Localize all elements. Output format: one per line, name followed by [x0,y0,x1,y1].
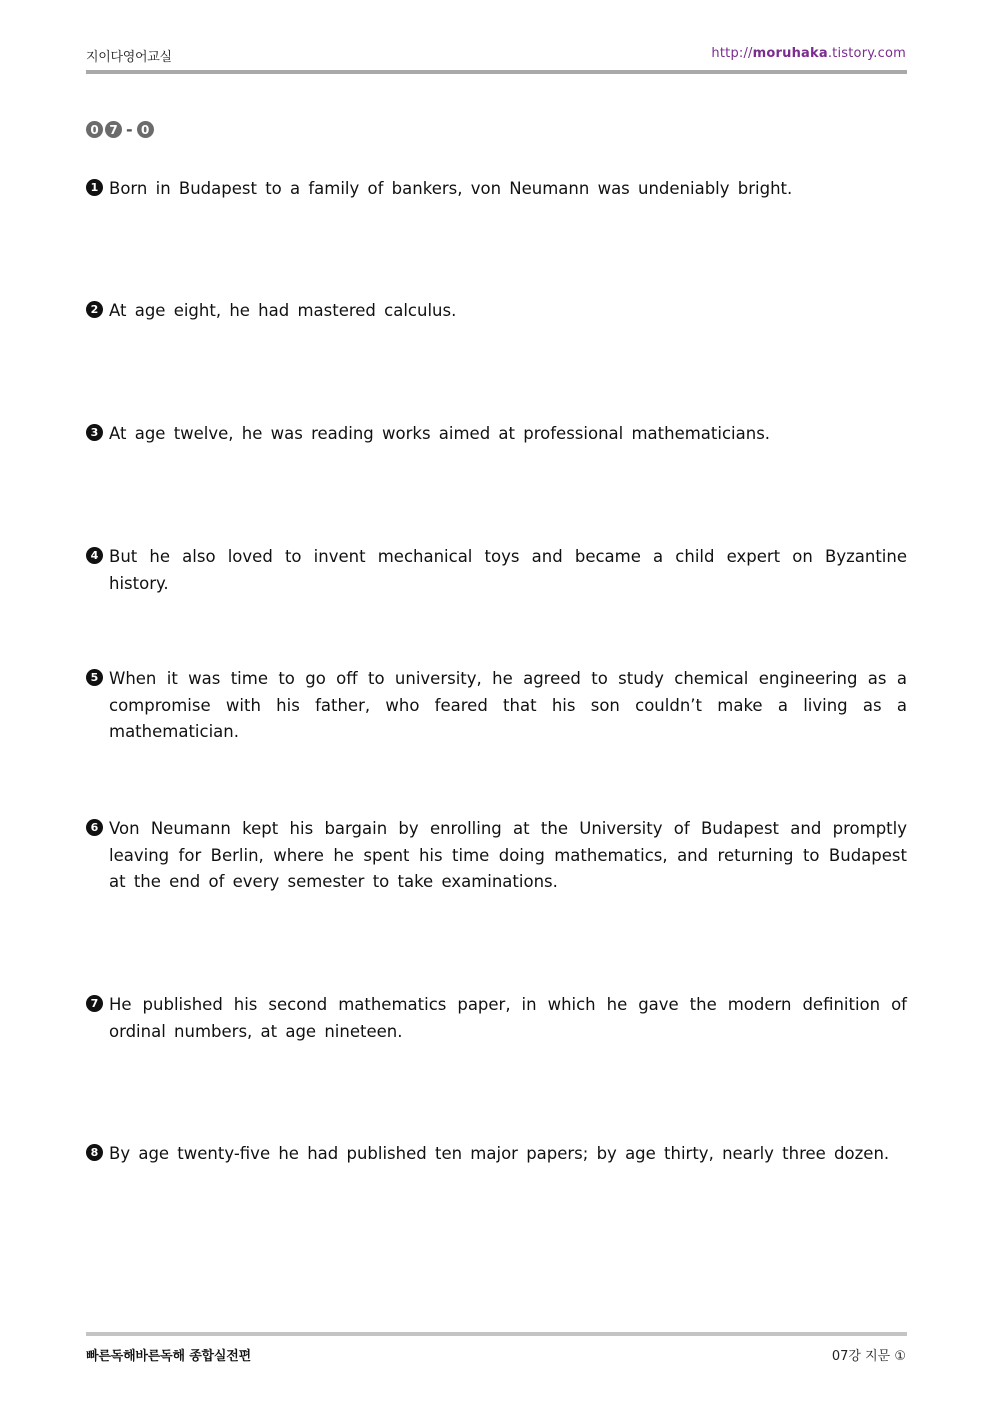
sentence-number-7: 7 [86,995,103,1012]
sentence-number-6: 6 [86,819,103,836]
url-bold: moruhaka [752,46,828,61]
sentence-1 [86,176,907,203]
url-suffix: .tistory.com [827,46,906,61]
sentence-text-8: By age twenty-five he had published ten major papers; by age thirty, nearly three dozen. [109,1144,890,1163]
header-url[interactable] [711,46,906,61]
sentence-text-4: But he also loved to invent mechanical toys and became a child expert on Byzantine history. [109,547,907,593]
header-title: 지이다영어교실 [86,50,172,65]
sentence-number-5: 5 [86,669,103,686]
sentence-text-1: Born in Budapest to a family of bankers, von Neumann was undeniably bright. [109,179,793,198]
sentence-text-3: At age twelve, he was reading works aimed at professional mathematicians. [109,424,771,443]
section-digit-3: 0 [137,121,154,138]
header-divider [86,70,907,74]
section-id [86,120,154,139]
sentence-text-6: Von Neumann kept his bargain by enrolling at the University of Budapest and promptly leaving for Berlin, where he spent his time doing mathematics, and returning to Budapest at the end of every semester to take examinations. [109,819,907,891]
sentence-number-1: 1 [86,179,103,196]
section-separator: - [126,120,133,139]
footer-book-title: 빠른독해바른독해 종합실전편 [86,1349,251,1364]
sentence-6 [86,816,907,896]
sentence-5 [86,666,907,746]
sentence-8 [86,1141,907,1168]
sentence-text-7: He published his second mathematics paper, in which he gave the modern definition of ordinal numbers, at age nineteen. [109,995,907,1041]
footer-lesson-label: 07강 지문 ① [831,1349,906,1364]
sentence-number-4: 4 [86,547,103,564]
sentence-number-8: 8 [86,1144,103,1161]
footer-divider [86,1332,907,1336]
sentence-2 [86,298,907,325]
sentence-text-5: When it was time to go off to university, he agreed to study chemical engineering as a compromise with his father, who feared that his son couldn’t make a living as a mathematician. [109,669,907,741]
url-prefix: http:// [711,46,753,61]
section-digit-1: 0 [86,121,103,138]
sentence-text-2: At age eight, he had mastered calculus. [109,301,457,320]
sentence-4 [86,544,907,597]
sentence-3 [86,421,907,448]
section-digit-2: 7 [105,121,122,138]
sentence-number-3: 3 [86,424,103,441]
sentence-number-2: 2 [86,301,103,318]
sentence-7 [86,992,907,1045]
